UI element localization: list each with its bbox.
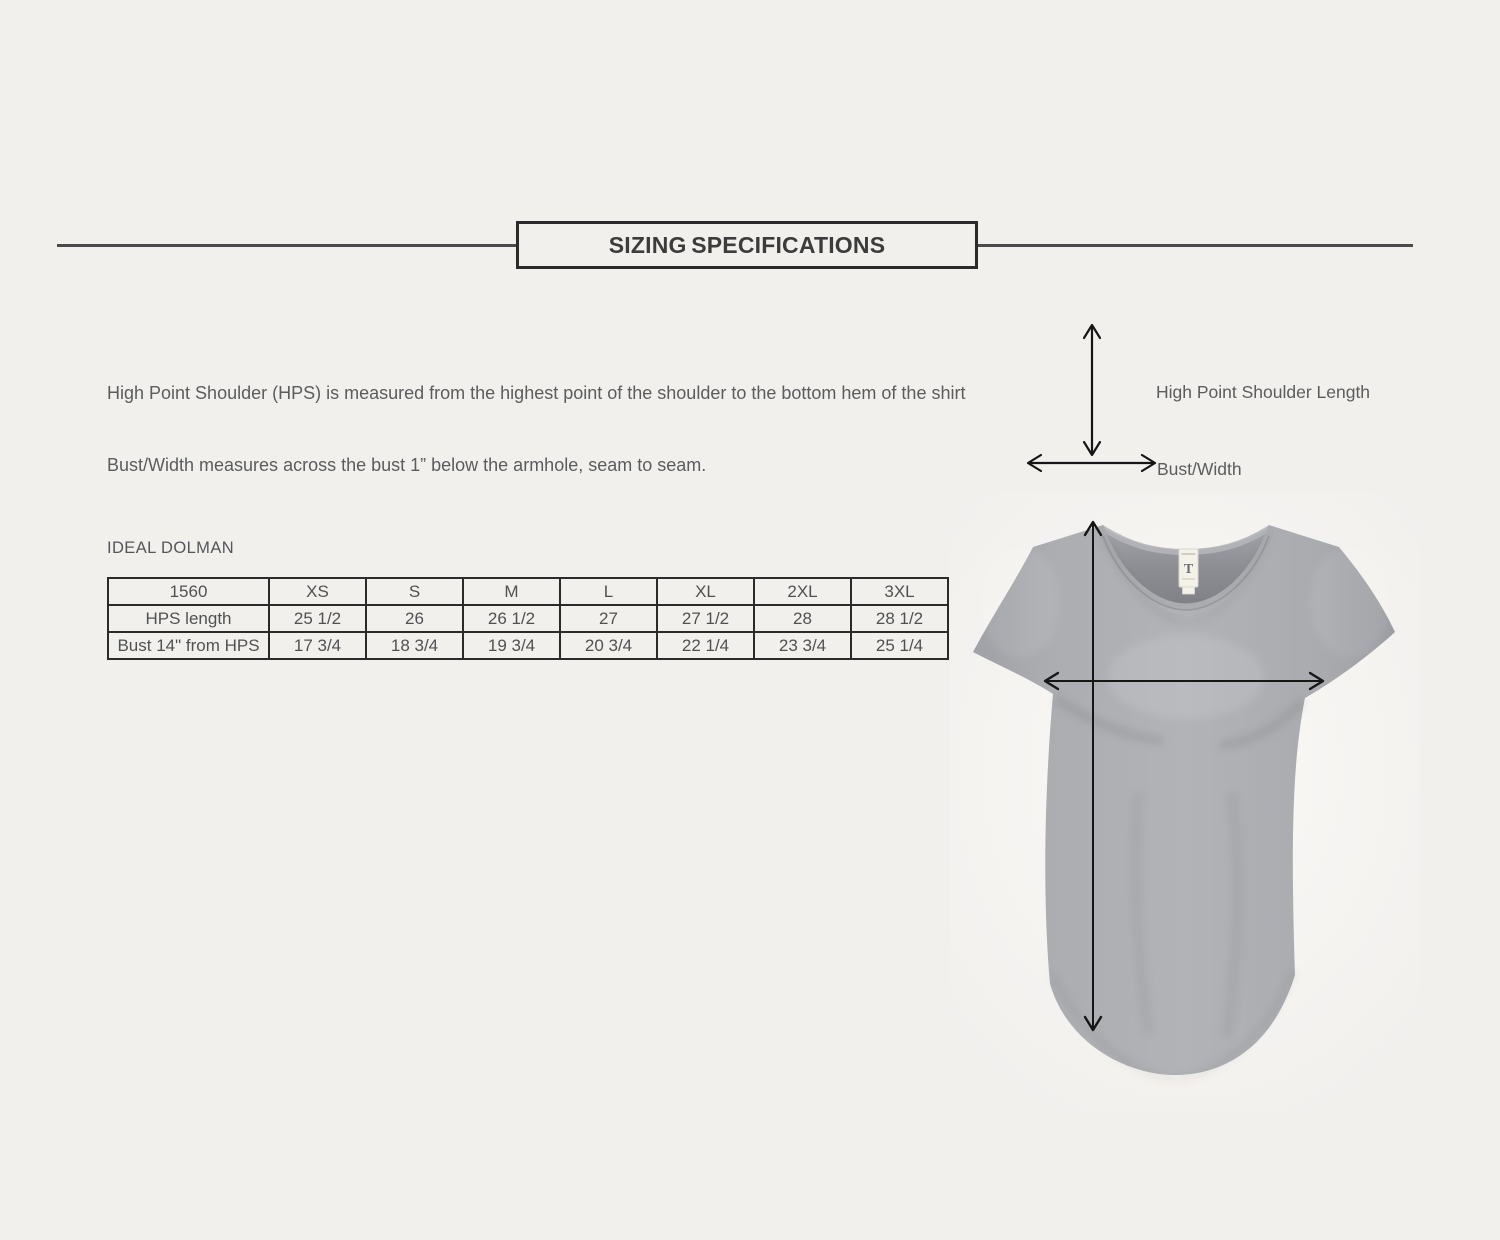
hps-description: High Point Shoulder (HPS) is measured from the highest point of the shoulder to the bottom hem of the shirt (107, 383, 966, 403)
table-cell-row-label: Bust 14" from HPS (108, 632, 269, 659)
tag-logo-letter: T (1183, 562, 1194, 577)
header-rule-right (978, 244, 1413, 247)
table-cell-value: 18 3/4 (366, 632, 463, 659)
header-rule-left (57, 244, 516, 247)
table-row-hps-length (108, 605, 948, 632)
table-cell-value: 25 1/4 (851, 632, 948, 659)
table-cell-value: 19 3/4 (463, 632, 560, 659)
size-table (107, 577, 949, 660)
table-cell-style-number: 1560 (108, 578, 269, 605)
table-cell-size: XS (269, 578, 366, 605)
tshirt-product-image (950, 492, 1420, 1112)
section-title-box (516, 221, 978, 269)
table-cell-size: 2XL (754, 578, 851, 605)
table-cell-size: XL (657, 578, 754, 605)
hps-length-label: High Point Shoulder Length (1156, 382, 1371, 402)
table-cell-value: 23 3/4 (754, 632, 851, 659)
page-title: SIZING SPECIFICATIONS (608, 231, 886, 258)
table-cell-size: L (560, 578, 657, 605)
neck-tag (1179, 549, 1198, 594)
bust-description: Bust/Width measures across the bust 1” below the armhole, seam to seam. (107, 455, 707, 475)
table-cell-value: 28 (754, 605, 851, 632)
table-cell-row-label: HPS length (108, 605, 269, 632)
table-cell-size: S (366, 578, 463, 605)
table-cell-size: 3XL (851, 578, 948, 605)
table-header-row (108, 578, 948, 605)
vertical-double-arrow-icon (1080, 318, 1104, 462)
table-cell-value: 22 1/4 (657, 632, 754, 659)
bust-width-label: Bust/Width (1157, 459, 1242, 479)
table-cell-value: 28 1/2 (851, 605, 948, 632)
table-cell-value: 17 3/4 (269, 632, 366, 659)
table-cell-value: 25 1/2 (269, 605, 366, 632)
table-cell-value: 20 3/4 (560, 632, 657, 659)
table-cell-value: 26 (366, 605, 463, 632)
table-row-bust (108, 632, 948, 659)
table-cell-size: M (463, 578, 560, 605)
table-cell-value: 27 1/2 (657, 605, 754, 632)
product-name: IDEAL DOLMAN (107, 539, 235, 557)
horizontal-double-arrow-icon (1022, 450, 1162, 476)
table-cell-value: 26 1/2 (463, 605, 560, 632)
table-cell-value: 27 (560, 605, 657, 632)
